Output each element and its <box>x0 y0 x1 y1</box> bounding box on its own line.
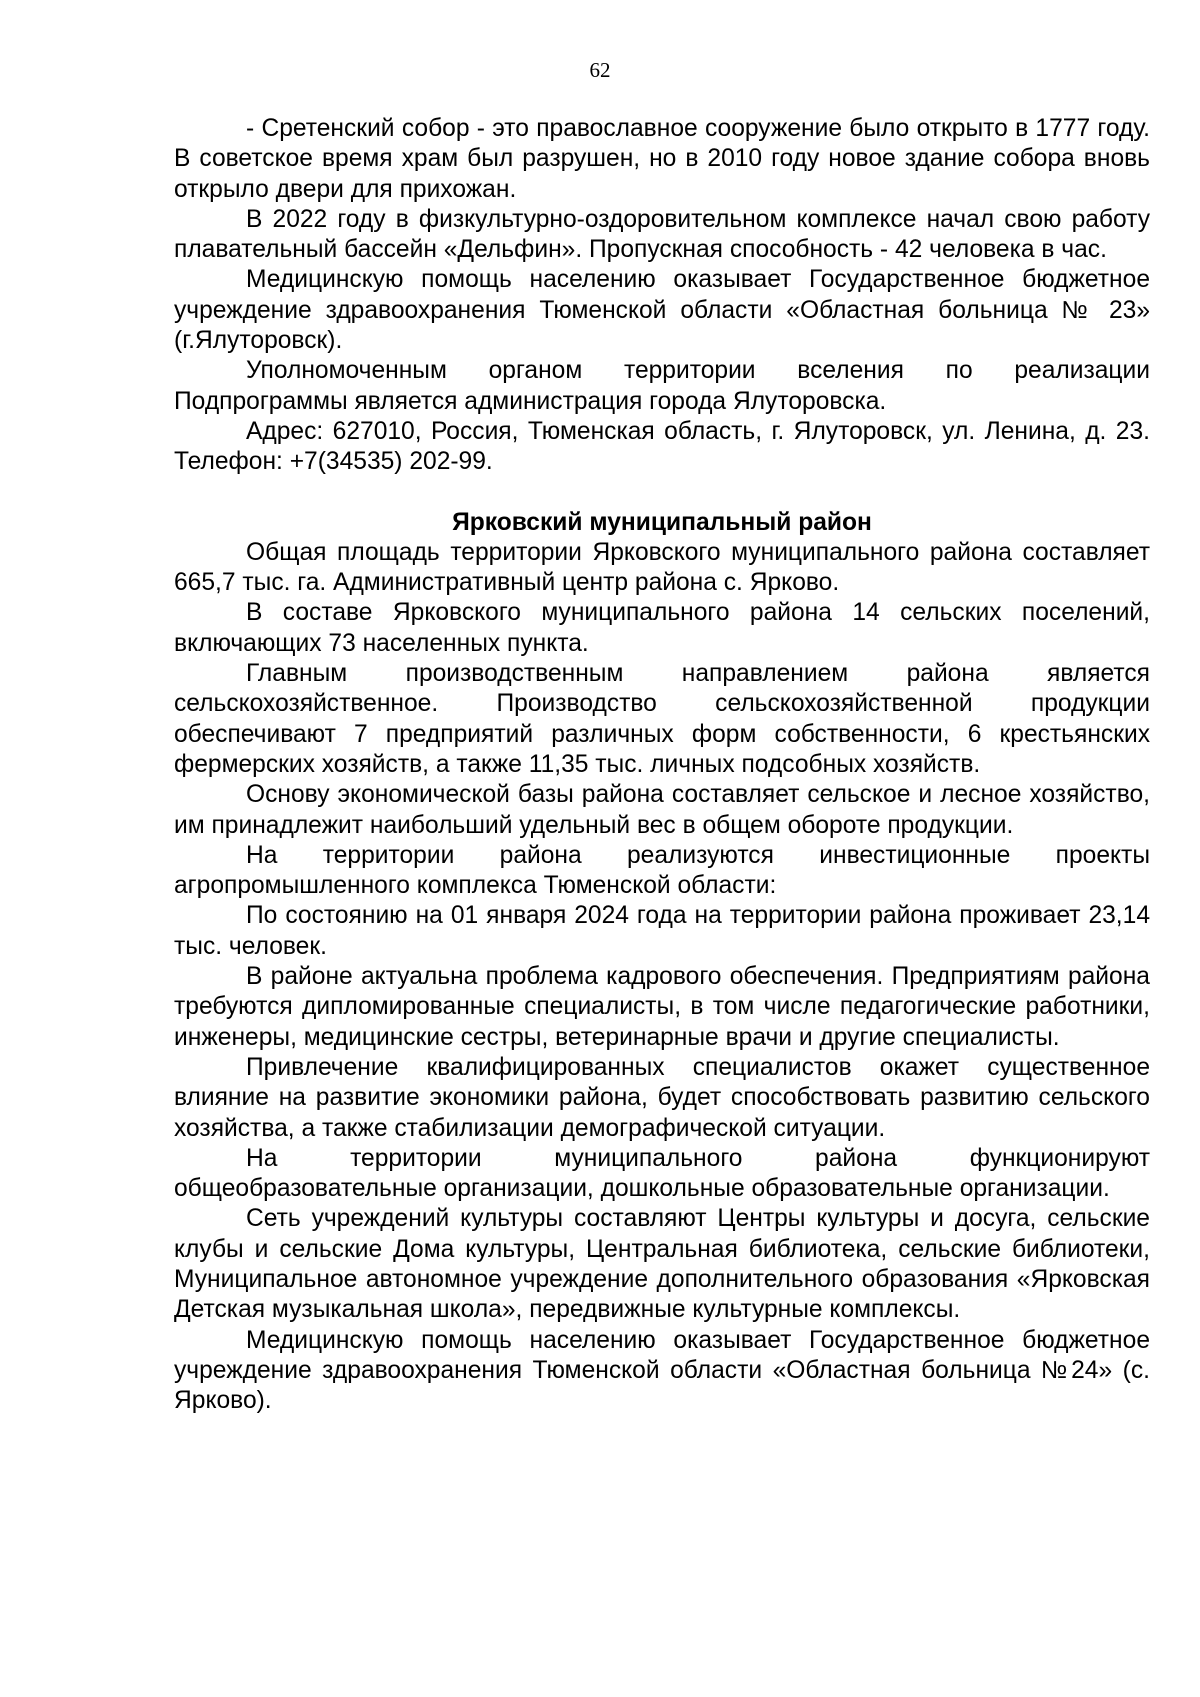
paragraph: Главным производственным направлением района является сельскохозяйственное. Производство сельскохозяйственной продукции обеспечивают 7 предприятий различных форм собственности, 6 крестьянских фермерских хозяйств, а также 11,35 тыс. личных подсобных хозяйств. <box>174 660 1150 778</box>
paragraph: По состоянию на 01 января 2024 года на территории района проживает 23,14 тыс. человек. <box>174 902 1150 960</box>
paragraph: Уполномоченным органом территории вселения по реализации Подпрограммы является администрация города Ялуторовска. <box>174 357 1150 415</box>
paragraph: Привлечение квалифицированных специалистов окажет существенное влияние на развитие экономики района, будет способствовать развитию сельского хозяйства, а также стабилизации демографической ситуации. <box>174 1053 1150 1142</box>
paragraph: На территории района реализуются инвестиционные проекты агропромышленного комплекса Тюменской области: <box>174 841 1150 900</box>
paragraph: Сеть учреждений культуры составляют Центры культуры и досуга, сельские клубы и сельские Дома культуры, Центральная библиотека, сельские библиотеки, Муниципальное автономное учреждение дополнительного образования «Ярковская Детская музыкальная школа», передвижные культурные комплексы. <box>174 1205 1150 1324</box>
paragraph: В составе Ярковского муниципального района 14 сельских поселений, включающих 73 населенных пункта. <box>174 599 1150 657</box>
paragraph: Медицинскую помощь населению оказывает Государственное бюджетное учреждение здравоохранения Тюменской области «Областная больница № 23» (г.Ялуторовск). <box>174 266 1150 355</box>
paragraph: В районе актуальна проблема кадрового обеспечения. Предприятиям района требуются дипломированные специалисты, в том числе педагогические работники, инженеры, медицинские сестры, ветеринарные врачи и другие специалисты. <box>174 963 1150 1051</box>
paragraph: Основу экономической базы района составляет сельское и лесное хозяйство, им принадлежит наибольший удельный вес в общем обороте продукции. <box>174 781 1150 839</box>
paragraph: - Сретенский собор - это православное сооружение было открыто в 1777 году. В советское время храм был разрушен, но в 2010 году новое здание собора вновь открыло двери для прихожан. <box>174 115 1150 203</box>
paragraph: Адрес: 627010, Россия, Тюменская область, г. Ялуторовск, ул. Ленина, д. 23. Телефон: +7(34535) 202-99. <box>174 417 1150 476</box>
section-heading: Ярковский муниципальный район <box>452 508 872 536</box>
paragraph: На территории муниципального района функционируют общеобразовательные организации, дошкольные образовательные организации. <box>174 1144 1150 1203</box>
paragraph: Медицинскую помощь населению оказывает Государственное бюджетное учреждение здравоохранения Тюменской области «Областная больница №24» (с. Ярково). <box>174 1326 1150 1415</box>
paragraph: В 2022 году в физкультурно-оздоровительном комплексе начал свою работу плавательный бассейн «Дельфин». Пропускная способность - 42 человека в час. <box>174 205 1150 264</box>
page-number: 62 <box>589 58 611 82</box>
paragraph: Общая площадь территории Ярковского муниципального района составляет 665,7 тыс. га. Административный центр района с. Ярково. <box>174 538 1150 597</box>
document-body <box>174 114 1150 1416</box>
